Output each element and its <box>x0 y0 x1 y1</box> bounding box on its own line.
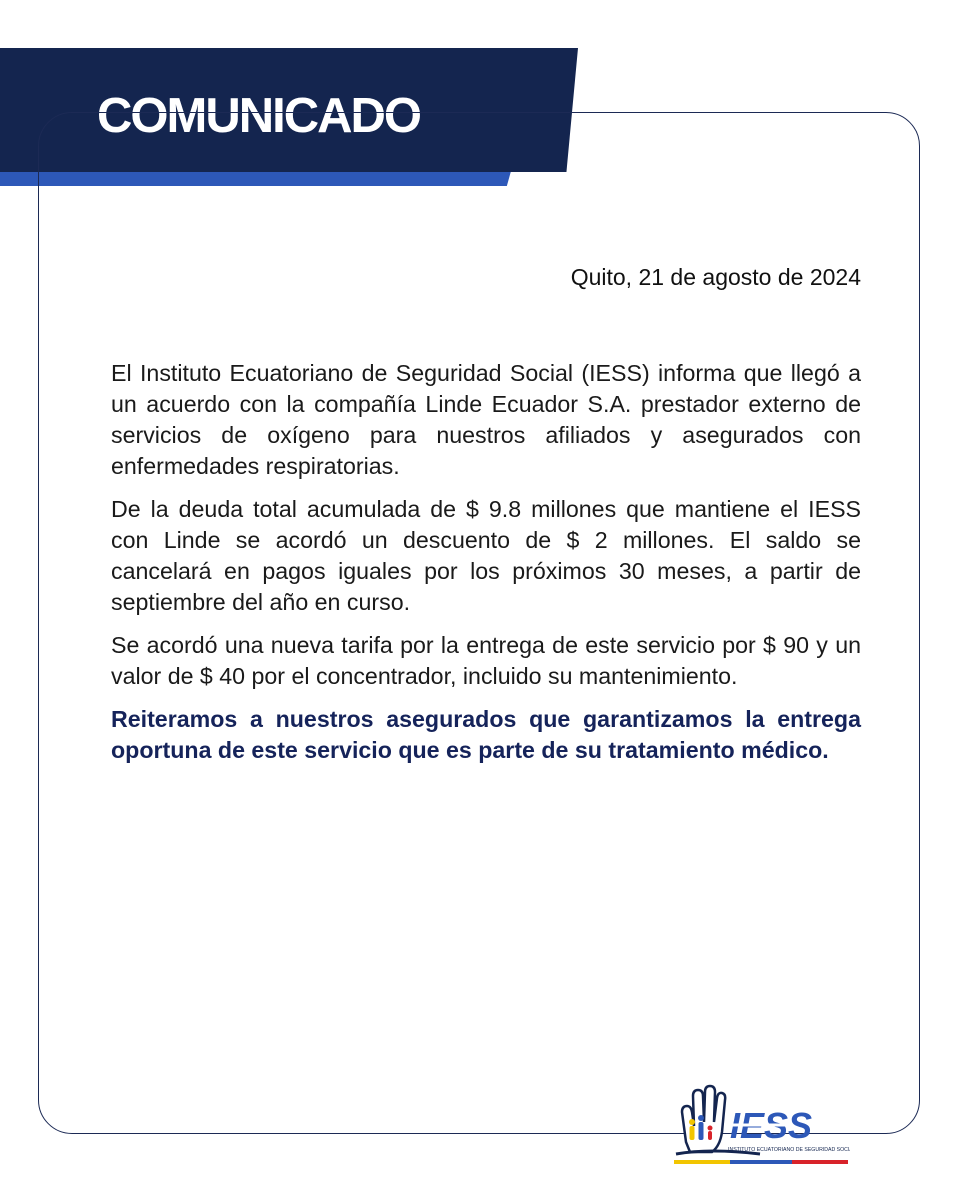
page-title: COMUNICADO <box>97 89 420 143</box>
document-date: Quito, 21 de agosto de 2024 <box>570 264 861 290</box>
paragraph-tariff: Se acordó una nueva tarifa por la entrega de este servicio por $ 90 y un valor de $ 40 por el concentrador, incluido su mantenimiento. <box>111 632 861 689</box>
communique-body <box>111 358 861 778</box>
paragraph-debt: De la deuda total acumulada de $ 9.8 millones que mantiene el IESS con Linde se acordó un descuento de $ 2 millones. El saldo se cancelará en pagos iguales por los próximos 30 meses, a partir de septiembre del año en curso. <box>111 496 861 615</box>
paragraph-agreement: El Instituto Ecuatoriano de Seguridad Social (IESS) informa que llegó a un acuerdo con la compañía Linde Ecuador S.A. prestador externo de servicios de oxígeno para nuestros afiliados y asegurados con enfermedades respiratorias. <box>111 360 861 479</box>
hand-family-icon <box>670 1082 850 1168</box>
paragraph-reiteration: Reiteramos a nuestros asegurados que garantizamos la entrega oportuna de este servicio que es parte de su tratamiento médico. <box>111 706 861 763</box>
logo-wordmark: IESS <box>730 1105 813 1146</box>
logo-tagline: INSTITUTO ECUATORIANO DE SEGURIDAD SOCIAL <box>728 1147 850 1153</box>
iess-logo <box>670 1082 850 1168</box>
